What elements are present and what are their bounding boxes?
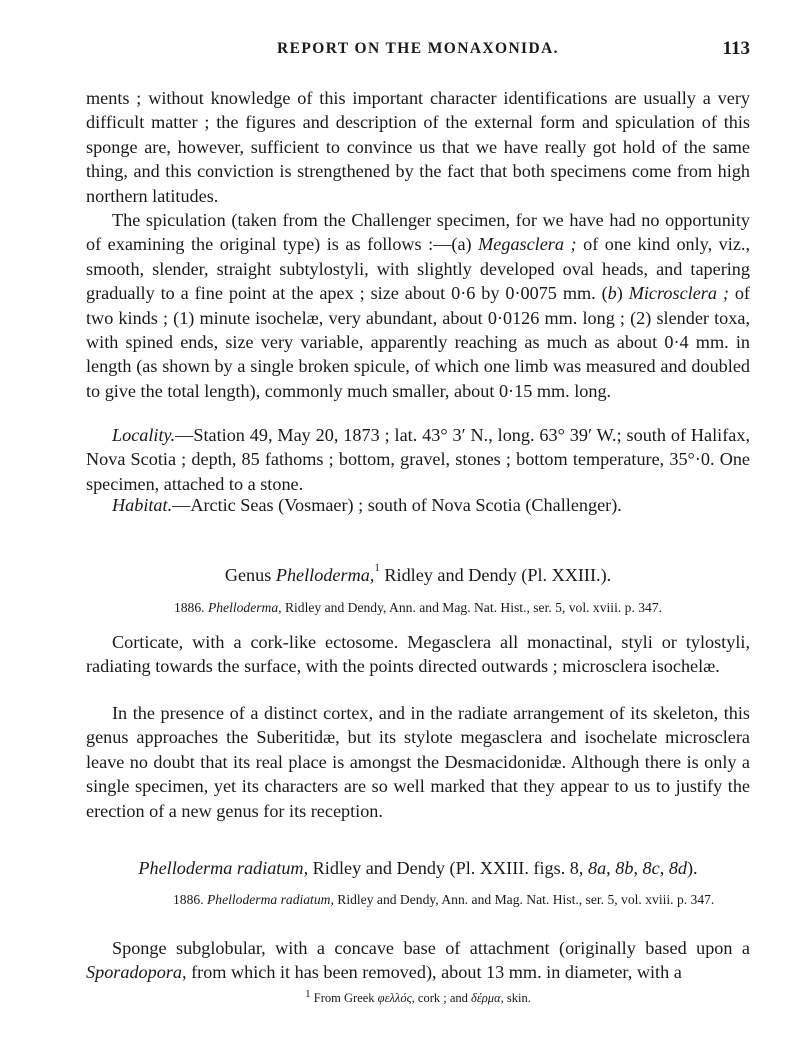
genus-ref-year: 1886. xyxy=(173,600,208,615)
paragraph-continuation xyxy=(86,86,750,208)
habitat-label: Habitat. xyxy=(112,495,173,515)
habitat-text: —Arctic Seas (Vosmaer) ; south of Nova Scotia (Challenger). xyxy=(172,495,622,515)
megasclera-term: Megasclera ; xyxy=(478,234,577,255)
description-text-b: from which it has been removed), about 13 mm. in diameter, with a xyxy=(186,962,682,983)
footnote-marker: 1 xyxy=(374,562,380,574)
running-header xyxy=(86,40,750,66)
remarks-text: In the presence of a distinct cortex, and in the radiate arrangement of its skeleton, this genus approaches the Suberitidæ, but its stylote megasclera and isochelate microsclera leave no doubt that its real place is amongst the Desmacidonidæ. Although there is only a single specimen, yet its characters are so well marked that they appear to us to justify the erection of a new genus for its reception. xyxy=(86,703,750,821)
genus-diagnosis xyxy=(86,630,750,679)
genus-ref-text: Ridley and Dendy, Ann. and Mag. Nat. Hist., ser. 5, vol. xviii. p. 347. xyxy=(281,600,663,615)
locality-paragraph xyxy=(86,423,750,496)
locality-label: Locality. xyxy=(112,425,176,445)
locality-text: —Station 49, May 20, 1873 ; lat. 43° 3′ N., long. 63° 39′ W.; south of Halifax, Nova Scotia ; depth, 85 fathoms ; bottom, gravel, stones ; bottom temperature, 35°·0. One specimen, attached to a stone. xyxy=(86,425,750,494)
species-ref-year: 1886. xyxy=(173,892,207,907)
species-name: Phelloderma radiatum, xyxy=(138,858,309,878)
species-heading: Phelloderma radiatum, Ridley and Dendy (Pl. XXIII. figs. 8, 8a, 8b, 8c, 8d). xyxy=(138,858,698,878)
paragraph-text: ments ; without knowledge of this important character identifications are usually a very difficult matter ; the figures and description of the external form and spiculation of this sponge are, however, sufficient to convince us that we have really got hold of the same thing, and this conviction is strengthened by the fact that both specimens come from high northern latitudes. xyxy=(86,88,750,206)
figure-8a: 8a xyxy=(587,858,607,878)
spiculation-text-b: of one kind only, viz., smooth, slender, straight subtylostyli, with slightly developed oval heads, and tapering gradually to a fine point at the apex ; size about 0·6 by 0·0075 mm. ( xyxy=(86,234,750,304)
paragraph-spiculation xyxy=(86,208,750,403)
genus-ref-name: Phelloderma, xyxy=(207,600,282,615)
figure-8d: 8d xyxy=(668,858,687,878)
genus-heading xyxy=(86,562,750,586)
genus-prefix: Genus xyxy=(224,565,276,585)
genus-suffix: Ridley and Dendy (Pl. XXIII.). xyxy=(379,565,612,585)
species-text-a: Ridley and Dendy (Pl. XXIII. figs. 8, xyxy=(308,858,588,878)
greek-word-cork: φελλός, xyxy=(377,991,415,1005)
description-text-a: Sponge subglobular, with a concave base of attachment (originally based upon a xyxy=(112,938,750,958)
figure-8c: 8c xyxy=(642,858,660,878)
genus-name: Phelloderma, xyxy=(275,565,375,585)
species-ref-text: Ridley and Dendy, Ann. and Mag. Nat. Hist., ser. 5, vol. xviii. p. 347. xyxy=(333,892,715,907)
greek-word-skin: δέρμα, xyxy=(471,991,504,1005)
species-ref-name: Phelloderma radiatum, xyxy=(206,892,334,907)
b-letter: b xyxy=(607,283,617,304)
running-head-title: REPORT ON THE MONAXONIDA. xyxy=(277,40,559,57)
microsclera-term: Microsclera ; xyxy=(628,283,729,304)
diagnosis-text: Corticate, with a cork-like ectosome. Megasclera all monactinal, styli or tylostyli, radiating towards the surface, with the points directed outwards ; microsclera isochelæ. xyxy=(86,632,750,677)
species-reference xyxy=(173,890,753,909)
species-description xyxy=(86,936,750,985)
genus-reference xyxy=(86,598,750,617)
genus-remarks xyxy=(86,701,750,823)
figure-8b: 8b xyxy=(615,858,634,878)
habitat-paragraph xyxy=(86,493,750,517)
spiculation-text-a: The spiculation (taken from the Challenger specimen, for we have had no opportunity of examining the original type) is as follows :—(a) xyxy=(86,210,750,255)
footnote-number: 1 xyxy=(305,988,311,1000)
sporadopora-name: Sporadopora, xyxy=(86,962,187,983)
spiculation-text-d: of two kinds ; (1) minute isochelæ, very abundant, about 0·0126 mm. long ; (2) slender toxa, with spined ends, size very variable, apparently reaching as much as about 0·4 mm. in length (as shown by a single broken spicule, of which one limb was measured and doubled to give the total length), commonly much smaller, about 0·15 mm. long. xyxy=(86,283,750,401)
footnote: $^1$ From Greek φελλός, cork ; and δέρμα, skin. xyxy=(305,988,531,1005)
page-number: 113 xyxy=(722,38,750,59)
spiculation-text-c: ) xyxy=(616,283,629,304)
